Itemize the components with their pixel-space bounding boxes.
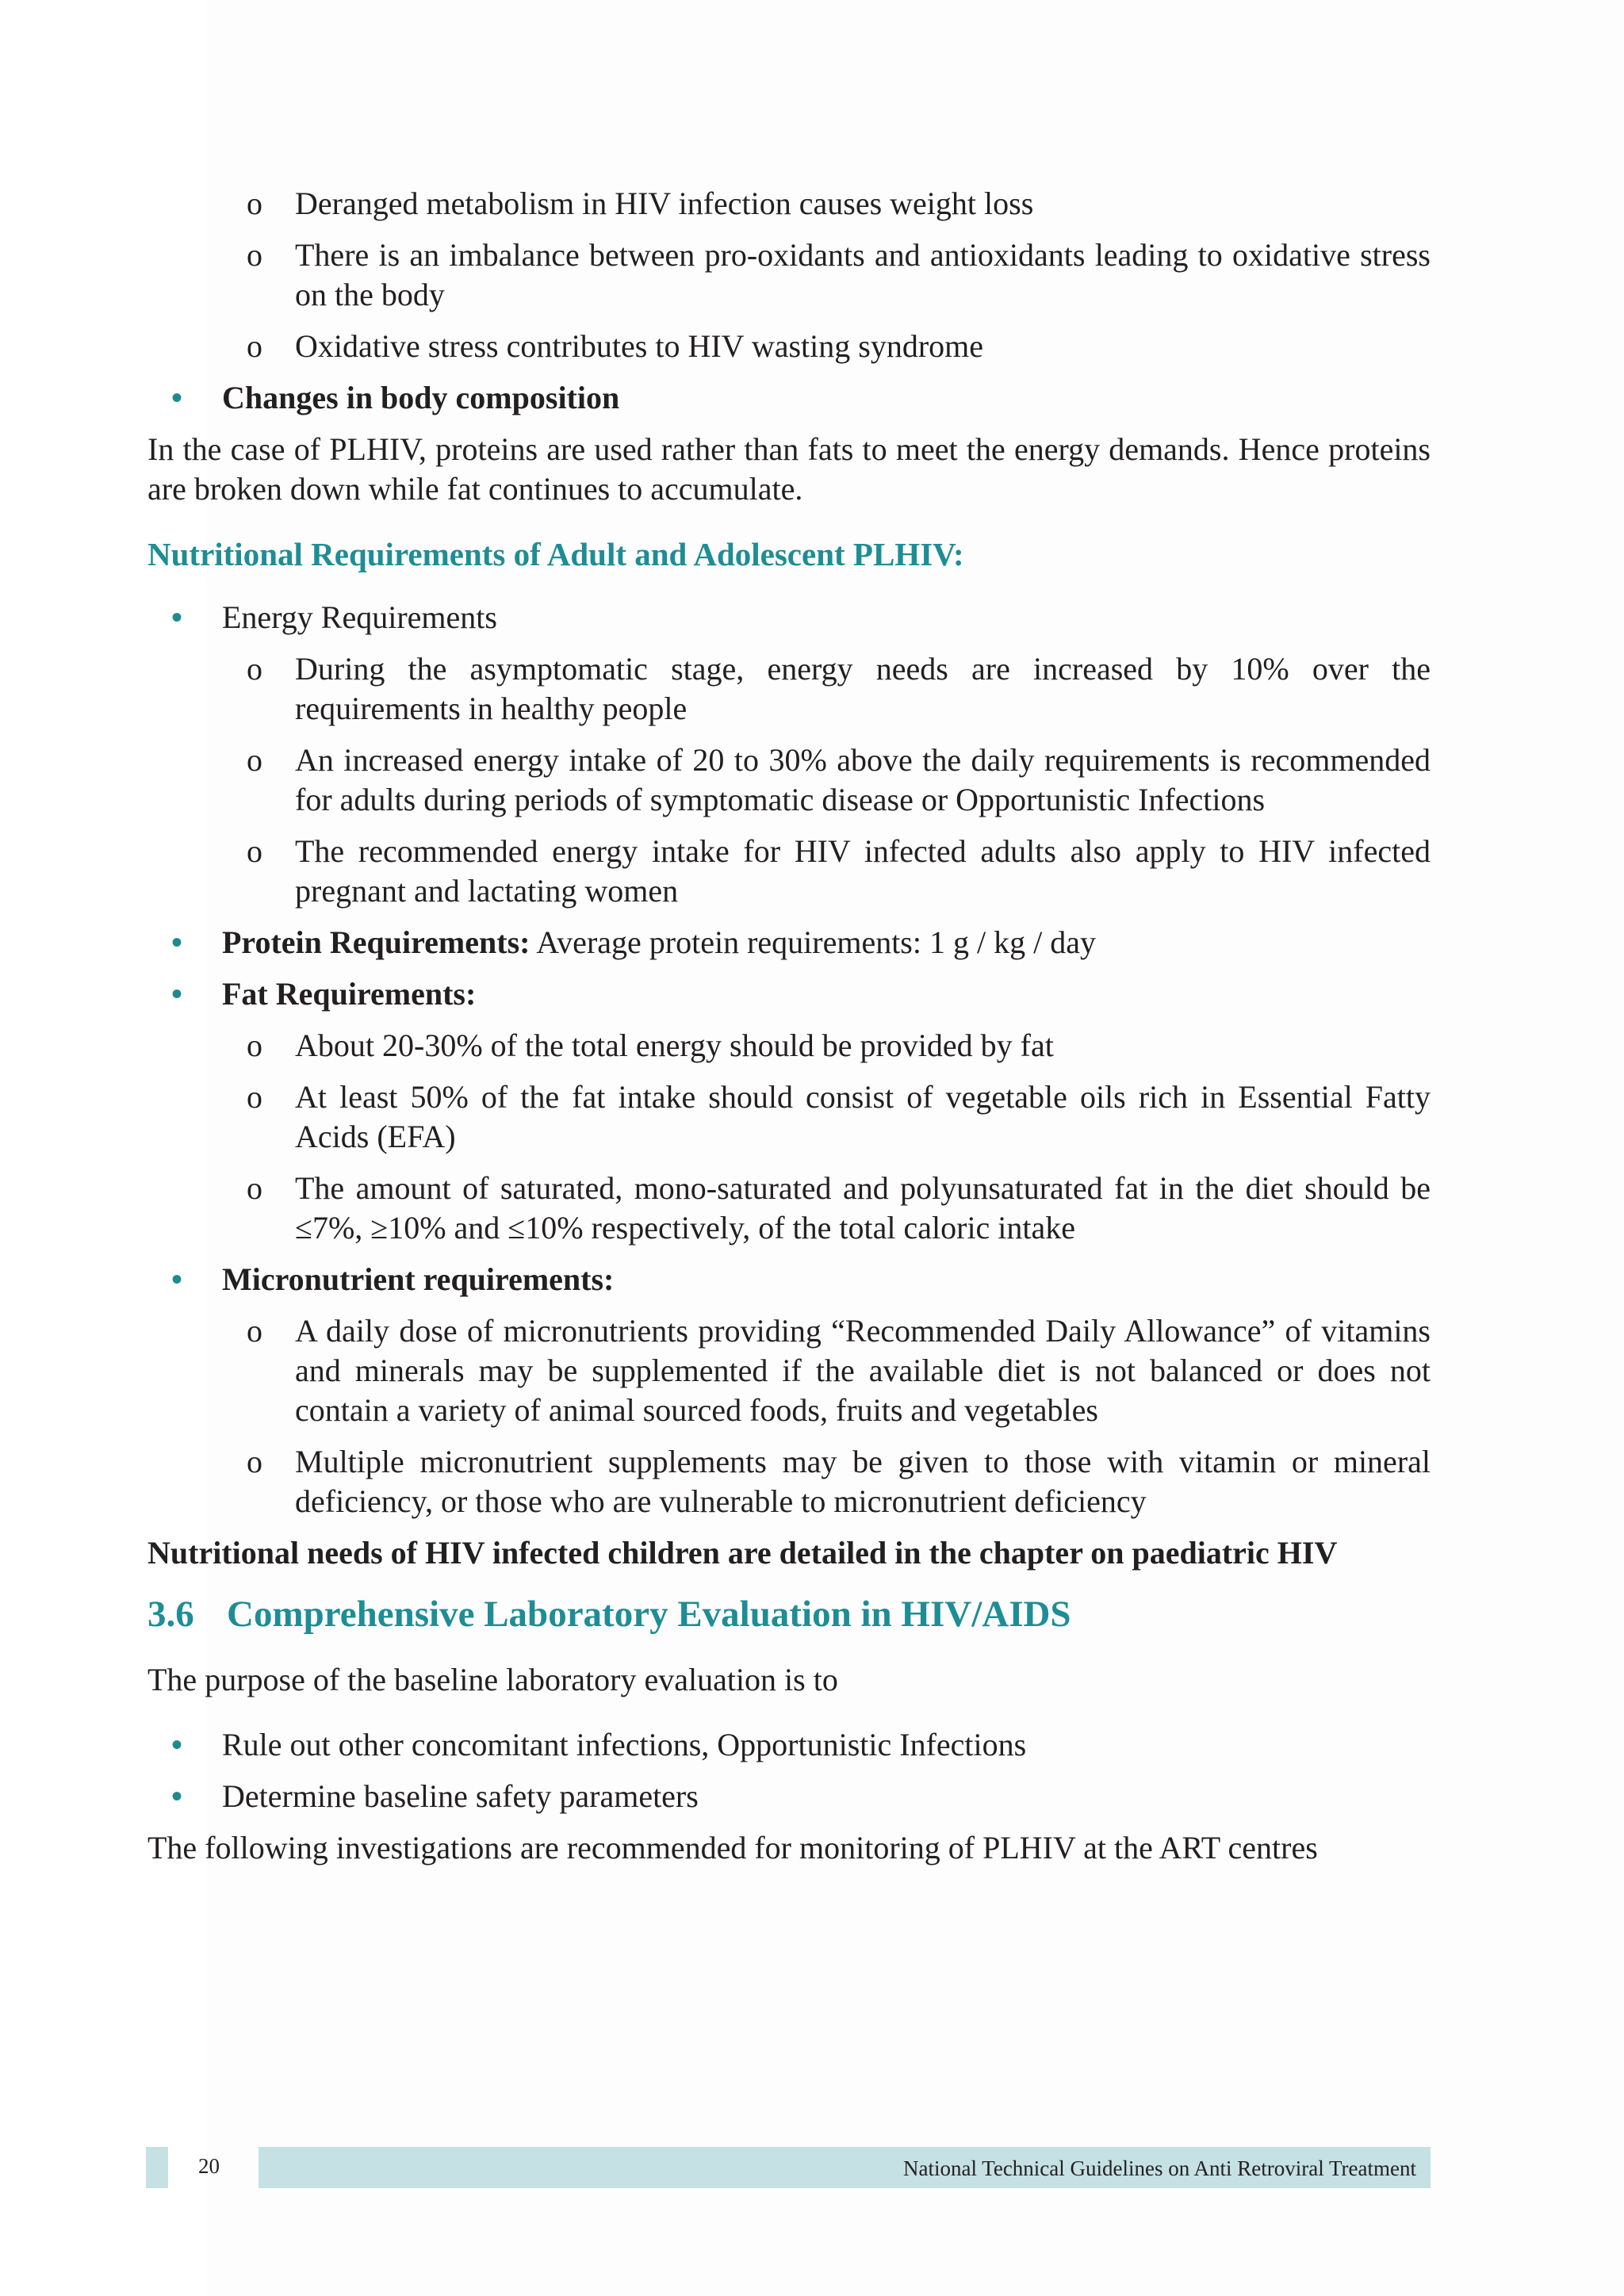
footer-bar [259, 2147, 1431, 2188]
bullet-item [147, 974, 1431, 1014]
sub-item [147, 740, 1431, 820]
bullet-text: Average protein requirements: 1 g / kg / day [536, 924, 1096, 960]
sub-marker: o [247, 833, 262, 869]
sub-item [147, 1442, 1431, 1521]
bullet-marker: • [171, 1778, 183, 1814]
sub-item-text: The recommended energy intake for HIV infected adults also apply to HIV infected pregnant and lactating women [295, 833, 1431, 909]
sub-item [147, 1026, 1431, 1066]
bullet-title: Energy Requirements [222, 599, 497, 635]
sub-marker: o [247, 186, 262, 221]
sub-item [147, 832, 1431, 911]
bullet-title: Fat Requirements: [222, 976, 477, 1012]
sub-item [147, 649, 1431, 729]
nutrition-heading: Nutritional Requirements of Adult and Adolescent PLHIV: [147, 536, 964, 572]
sub-marker: o [247, 651, 262, 687]
bullet-item [147, 598, 1431, 637]
bullet-item [147, 1777, 1431, 1816]
sub-item-text: During the asymptomatic stage, energy needs are increased by 10% over the requirements in healthy people [295, 651, 1431, 726]
bullet-text: Determine baseline safety parameters [222, 1778, 699, 1814]
bullet-marker: • [171, 380, 183, 415]
sub-item [147, 184, 1431, 224]
sub-item [147, 1077, 1431, 1157]
sub-item [147, 1311, 1431, 1430]
sub-item-text: At least 50% of the fat intake should consist of vegetable oils rich in Essential Fatty Acids (EFA) [295, 1079, 1431, 1154]
children-note [147, 1533, 1431, 1573]
sub-item-text: A daily dose of micronutrients providing “Recommended Daily Allowance” of vitamins and minerals may be supplemented if the available diet is not balanced or does not contain a variety of animal sourced foods, fruits and vegetables [295, 1313, 1431, 1428]
bullet-item [147, 1725, 1431, 1765]
bullet-marker: • [171, 1727, 183, 1762]
sub-marker: o [247, 1027, 262, 1063]
section-heading [147, 1590, 1431, 1638]
bullet-marker: • [171, 599, 183, 635]
bullet-title: Protein Requirements: [222, 924, 530, 960]
section-closing: The following investigations are recommended for monitoring of PLHIV at the ART centres [147, 1830, 1318, 1866]
page-content [147, 184, 1431, 1893]
page-number: 20 [198, 2154, 220, 2178]
children-note-text: Nutritional needs of HIV infected children are detailed in the chapter on paediatric HIV [147, 1535, 1338, 1571]
sub-item-text: Deranged metabolism in HIV infection causes weight loss [295, 186, 1034, 221]
sub-item-text: The amount of saturated, mono-saturated and polyunsaturated fat in the diet should be ≤7%, ≥10% and ≤10% respectively, of the total caloric intake [295, 1170, 1431, 1246]
sub-marker: o [247, 328, 262, 364]
bullet-text: Rule out other concomitant infections, Opportunistic Infections [222, 1727, 1027, 1762]
bullet-item [147, 1260, 1431, 1299]
bullet-item [147, 378, 1431, 418]
sub-marker: o [247, 237, 262, 273]
bullet-marker: • [171, 1261, 183, 1297]
footer-title: National Technical Guidelines on Anti Retroviral Treatment [903, 2156, 1416, 2180]
footer-accent-block [146, 2147, 168, 2188]
sub-item [147, 1169, 1431, 1248]
bullet-title: Micronutrient requirements: [222, 1261, 615, 1297]
sub-item [147, 327, 1431, 366]
sub-item-text: About 20-30% of the total energy should be provided by fat [295, 1027, 1054, 1063]
sub-marker: o [247, 1313, 262, 1349]
sub-item-text: An increased energy intake of 20 to 30% above the daily requirements is recommended for adults during periods of symptomatic disease or Opportunistic Infections [295, 742, 1431, 817]
section-title: Comprehensive Laboratory Evaluation in HIV/AIDS [227, 1594, 1071, 1635]
bullet-marker: • [171, 924, 183, 960]
section-number: 3.6 [147, 1594, 194, 1635]
bullet-marker: • [171, 976, 183, 1012]
sub-item-text: Oxidative stress contributes to HIV wasting syndrome [295, 328, 984, 364]
body-composition-paragraph: In the case of PLHIV, proteins are used rather than fats to meet the energy demands. Hence proteins are broken down while fat continues to accumulate. [147, 431, 1431, 507]
bullet-item [147, 923, 1431, 962]
sub-marker: o [247, 1444, 262, 1479]
sub-item [147, 235, 1431, 315]
sub-item-text: There is an imbalance between pro-oxidants and antioxidants leading to oxidative stress on the body [295, 237, 1431, 312]
section-intro: The purpose of the baseline laboratory evaluation is to [147, 1662, 838, 1697]
bullet-title: Changes in body composition [222, 380, 620, 415]
sub-marker: o [247, 1079, 262, 1115]
sub-item-text: Multiple micronutrient supplements may be given to those with vitamin or mineral deficiency, or those who are vulnerable to micronutrient deficiency [295, 1444, 1431, 1519]
sub-marker: o [247, 742, 262, 778]
sub-marker: o [247, 1170, 262, 1206]
